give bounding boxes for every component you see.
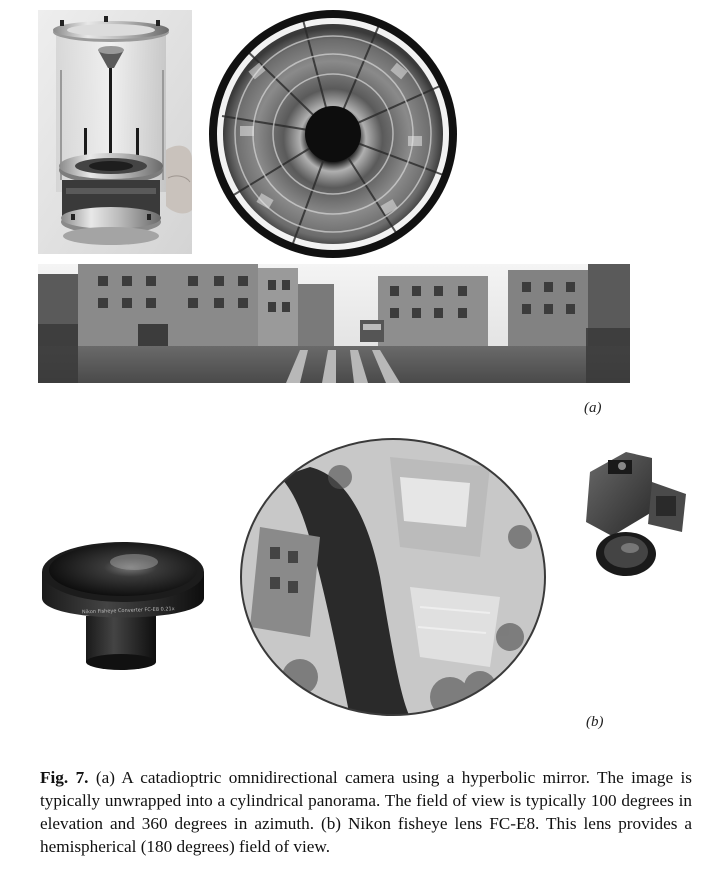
panel-b-label: (b) — [586, 714, 604, 730]
catadioptric-camera-photo — [38, 10, 192, 254]
fisheye-image — [240, 437, 546, 717]
figure-number: Fig. 7. — [40, 768, 89, 787]
caption-text: (a) A catadioptric omnidirectional camera using a hyperbolic mirror. The image is typically unwrapped into a cylindrical panorama. The field of view is typically 100 degrees in elevation and 360 degrees in azimuth. (b) Nikon fisheye lens FC-E8. This lens provides a hemispherical (180 degrees) field of view. — [40, 768, 692, 856]
panel-a-label: (a) — [584, 400, 602, 416]
figure-caption — [40, 766, 692, 858]
cylindrical-panorama — [38, 264, 630, 383]
lens-engraving: Nikon Fisheye Converter FC-E8 0.21x — [81, 606, 175, 616]
fisheye-lens-photo — [38, 520, 208, 675]
camera-with-fisheye-photo — [582, 452, 692, 584]
omnidirectional-image — [202, 6, 464, 262]
